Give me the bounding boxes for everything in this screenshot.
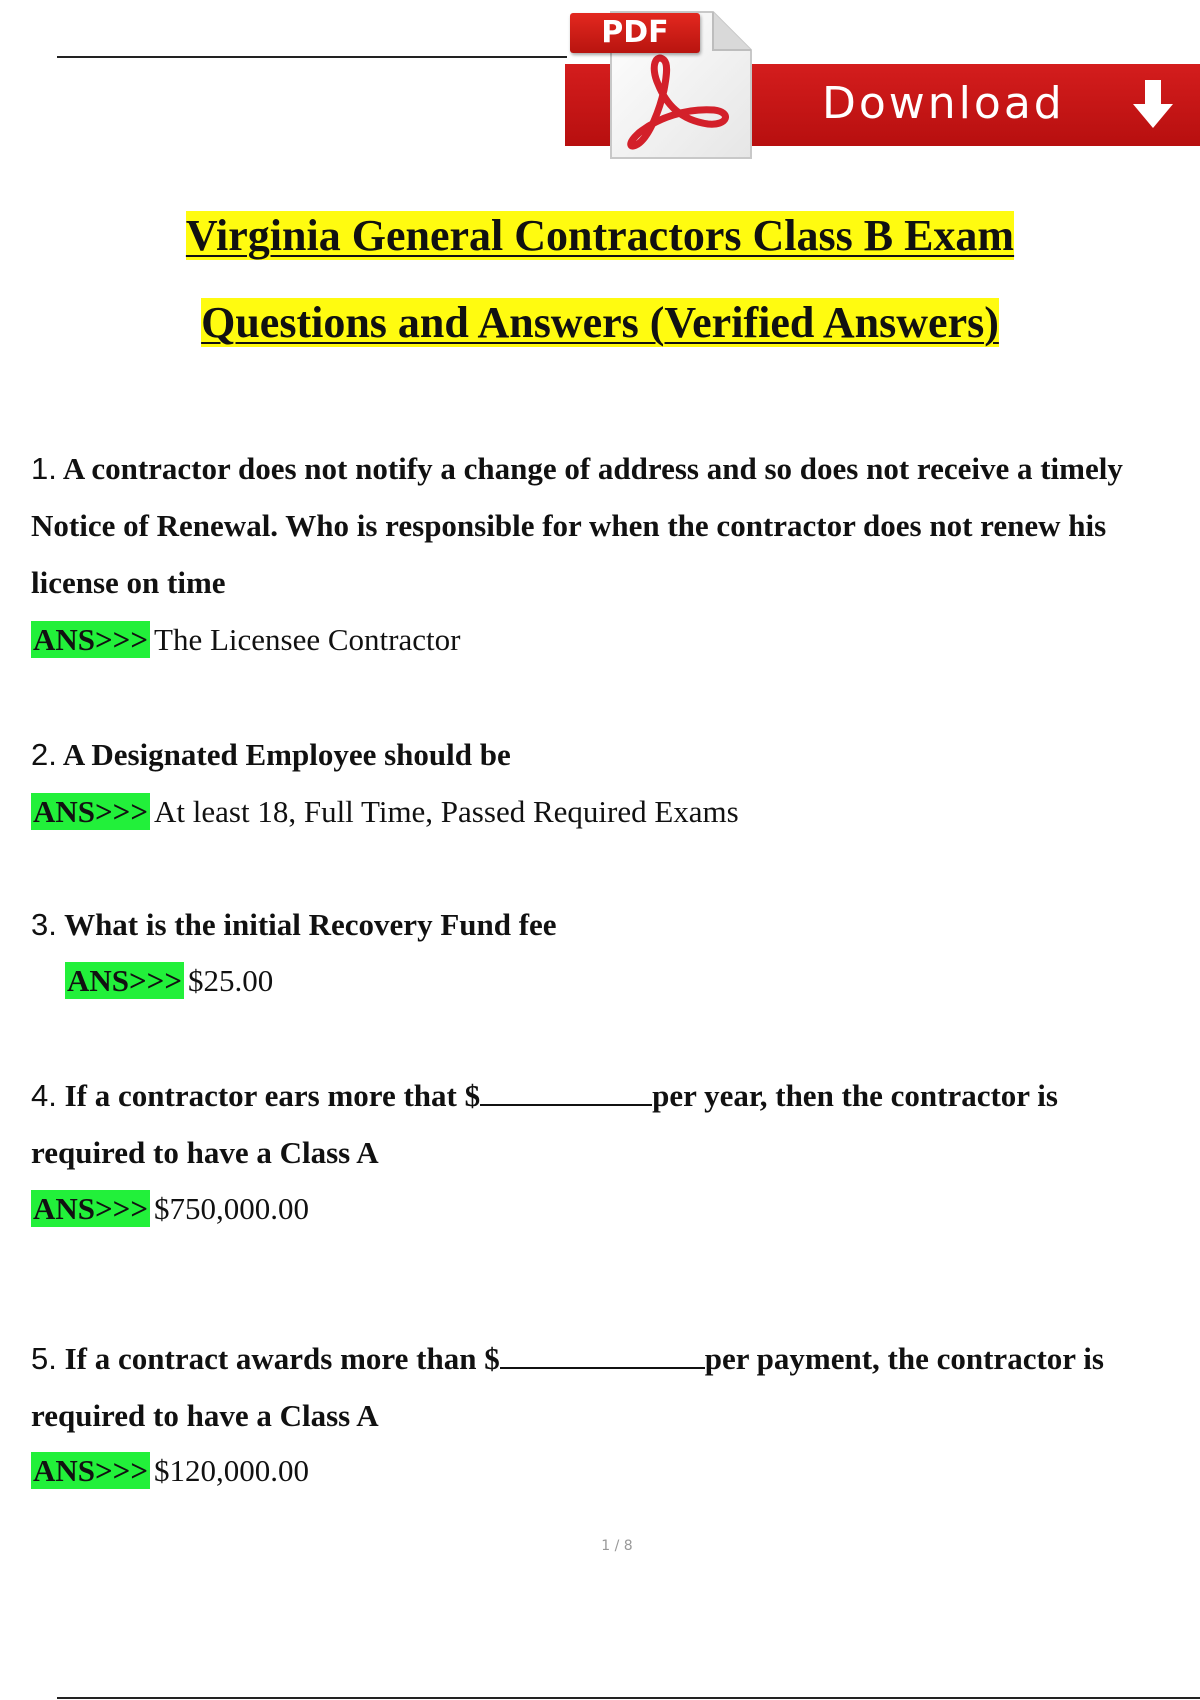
pdf-label-tag: PDF <box>570 13 700 53</box>
fill-in-blank <box>500 1333 705 1369</box>
answer-tag: ANS>>> <box>67 963 183 998</box>
answer-5 <box>31 1451 309 1491</box>
question-text-before-blank: If a contract awards more than $ <box>64 1341 500 1376</box>
page-indicator: 1 / 8 <box>601 1538 633 1554</box>
download-label[interactable]: Download <box>822 78 1065 129</box>
question-number: 3. <box>31 907 57 942</box>
question-2 <box>31 726 1200 783</box>
question-4 <box>31 1067 1200 1124</box>
answer-text: At least 18, Full Time, Passed Required Exams <box>154 794 739 829</box>
question-1-line-2: Notice of Renewal. Who is responsible for when the contractor does not renew his <box>31 508 1107 543</box>
question-5-line-2: required to have a Class A <box>31 1398 379 1433</box>
bottom-divider <box>57 1697 1200 1699</box>
answer-2 <box>31 792 739 832</box>
question-1 <box>31 440 1200 497</box>
question-text-after-blank: per payment, the contractor is <box>704 1341 1104 1376</box>
question-number: 5. <box>31 1341 57 1376</box>
answer-4 <box>31 1189 309 1229</box>
download-arrow-icon[interactable] <box>1125 76 1181 132</box>
answer-text: $25.00 <box>188 963 274 998</box>
question-number: 2. <box>31 737 57 772</box>
answer-text: The Licensee Contractor <box>154 622 461 657</box>
answer-tag: ANS>>> <box>33 622 149 657</box>
question-3 <box>31 896 1200 953</box>
answer-tag: ANS>>> <box>33 1453 149 1488</box>
fill-in-blank <box>480 1070 652 1106</box>
question-4-line-2: required to have a Class A <box>31 1135 379 1170</box>
answer-3 <box>65 961 273 1001</box>
question-text: A Designated Employee should be <box>62 737 511 772</box>
answer-text: $120,000.00 <box>154 1453 310 1488</box>
question-number: 1. <box>31 451 57 486</box>
question-text: What is the initial Recovery Fund fee <box>64 907 557 942</box>
question-text: A contractor does not notify a change of address and so does not receive a timely <box>62 451 1123 486</box>
question-5 <box>31 1330 1200 1387</box>
question-text-after-blank: per year, then the contractor is <box>652 1078 1058 1113</box>
answer-tag: ANS>>> <box>33 1191 149 1226</box>
question-1-line-3: license on time <box>31 565 226 600</box>
answer-1 <box>31 620 460 660</box>
document-title-line-2: Questions and Answers (Verified Answers) <box>201 298 999 347</box>
answer-text: $750,000.00 <box>154 1191 310 1226</box>
question-number: 4. <box>31 1078 57 1113</box>
top-divider <box>57 56 567 58</box>
answer-tag: ANS>>> <box>33 794 149 829</box>
document-title-line-1: Virginia General Contractors Class B Exam <box>185 211 1015 260</box>
question-text-before-blank: If a contractor ears more that $ <box>64 1078 481 1113</box>
